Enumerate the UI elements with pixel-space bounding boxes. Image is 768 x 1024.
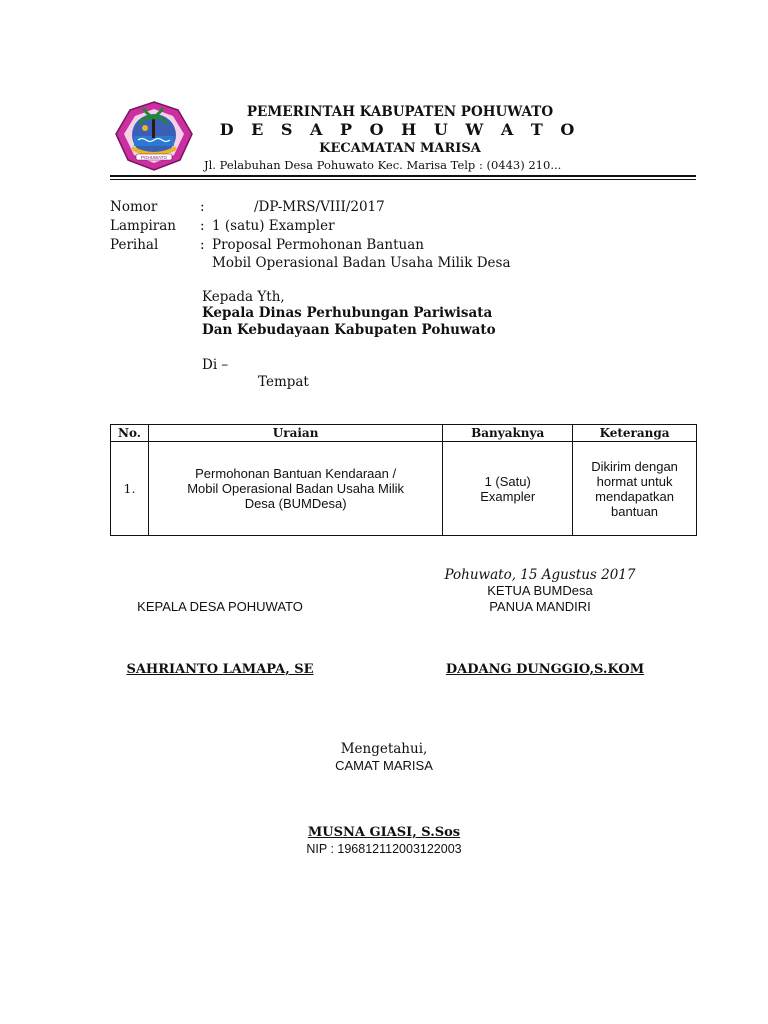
items-table xyxy=(110,424,697,536)
header-uraian: Uraian xyxy=(148,425,442,442)
left-title: KEPALA DESA POHUWATO xyxy=(137,599,303,614)
left-signatory-name: SAHRIANTO LAMAPA, SE xyxy=(126,662,314,677)
place-date: Pohuwato, 15 Agustus 2017 xyxy=(444,567,636,583)
perihal-colon: : xyxy=(200,237,205,253)
banyak-line2: Exampler xyxy=(480,488,536,504)
acknowledged-label: Mengetahui, xyxy=(340,741,428,757)
ket-line4: bantuan xyxy=(611,503,659,519)
lampiran-colon: : xyxy=(200,218,205,234)
perihal-value-line2: Mobil Operasional Badan Usaha Milik Desa xyxy=(212,255,511,271)
ket-line1: Dikirim dengan xyxy=(591,458,678,474)
right-signatory-name: DADANG DUNGGIO,S.KOM xyxy=(445,662,645,677)
lampiran-label: Lampiran xyxy=(110,218,176,234)
ket-line2: hormat untuk xyxy=(596,473,673,489)
cell-banyaknya xyxy=(443,442,573,536)
recipient-name-line2: Dan Kebudayaan Kabupaten Pohuwato xyxy=(202,322,496,338)
banyak-line1: 1 (Satu) xyxy=(484,473,531,489)
camat-title: CAMAT MARISA xyxy=(335,758,433,773)
pohuwato-regency-logo xyxy=(112,100,196,172)
svg-text:POHUWATO: POHUWATO xyxy=(141,155,167,160)
nomor-colon: : xyxy=(200,199,205,215)
header-no: No. xyxy=(111,425,149,442)
recipient-di: Di – xyxy=(202,357,229,373)
letterhead-rule-thick xyxy=(110,175,696,177)
perihal-label: Perihal xyxy=(110,237,159,253)
letterhead-rule-thin xyxy=(110,179,696,180)
right-title-line1: KETUA BUMDesa xyxy=(487,583,593,598)
uraian-line1: Permohonan Bantuan Kendaraan / xyxy=(195,466,397,481)
cell-keterangan xyxy=(573,442,697,536)
letterhead-government: PEMERINTAH KABUPATEN POHUWATO xyxy=(246,104,554,120)
perihal-value-line1: Proposal Permohonan Bantuan xyxy=(212,237,424,253)
nomor-label: Nomor xyxy=(110,199,158,215)
header-banyaknya: Banyaknya xyxy=(443,425,573,442)
recipient-greeting: Kepada Yth, xyxy=(202,289,285,305)
letterhead-address: Jl. Pelabuhan Desa Pohuwato Kec. Marisa Telp : (0443) 210... xyxy=(204,158,562,172)
header-keterangan: Keteranga xyxy=(573,425,697,442)
cell-no: 1. xyxy=(111,442,149,536)
nomor-value: /DP-MRS/VIII/2017 xyxy=(254,199,385,215)
camat-name: MUSNA GIASI, S.Sos xyxy=(307,825,461,840)
letterhead-district: KECAMATAN MARISA xyxy=(319,141,481,156)
recipient-name-line1: Kepala Dinas Perhubungan Pariwisata xyxy=(202,305,493,321)
recipient-tempat: Tempat xyxy=(258,374,309,390)
cell-uraian xyxy=(148,442,442,536)
letterhead-village: D E S A P O H U W A T O xyxy=(219,120,581,139)
lampiran-value: 1 (satu) Exampler xyxy=(212,218,335,234)
table-header-row xyxy=(111,425,697,442)
uraian-line3: Desa (BUMDesa) xyxy=(244,496,347,511)
camat-nip: NIP : 196812112003122003 xyxy=(306,842,462,856)
uraian-line2: Mobil Operasional Badan Usaha Milik xyxy=(187,481,404,496)
table-row xyxy=(111,442,697,536)
ket-line3: mendapatkan xyxy=(595,488,674,504)
right-title-line2: PANUA MANDIRI xyxy=(489,599,591,614)
